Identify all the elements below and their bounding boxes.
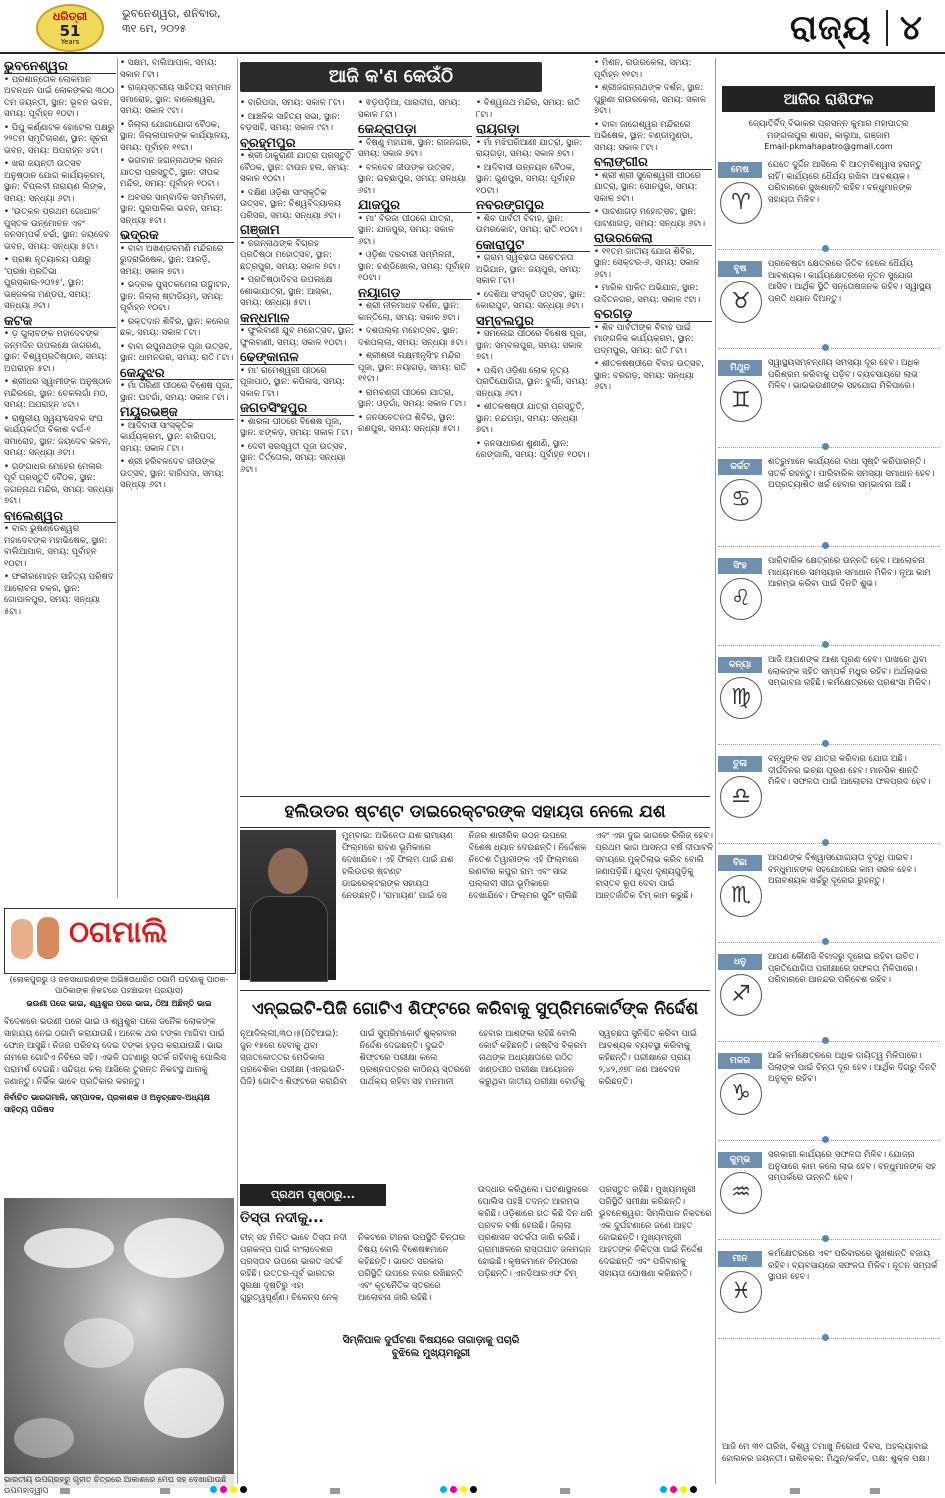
district-heading: କୋରାପୁଟ — [476, 240, 590, 253]
register-box — [790, 1488, 800, 1494]
astrologer-name: ଜ୍ୟୋତିର୍ବିଦ୍ ବିଭାକର ପ୍ରସନ୍ନ କୁମାର ମହାପାତ୍ର — [748, 119, 909, 129]
zodiac-entry — [718, 655, 940, 747]
zodiac-name: କର୍କଟ — [718, 459, 762, 475]
actor-photo — [240, 830, 336, 980]
thagamali-lead: ଭଉଣୀ ପରେ ଭାଇ, ଶ୍ୱଶୁର ପରେ ଭାଇ, ଠିଆ ଅଛିନ୍ତି ଭାଇ — [26, 999, 212, 1008]
accident-headline: ସିମ୍ଳିପାଳ ଦୁର୍ଘଟଣା ବିଷୟରେ ତାଗାଡ଼ାକୁ ପଚାରି ବୁଝିଲେ ମୁଖ୍ୟମନ୍ତ୍ରୀ — [336, 1334, 526, 1360]
divider-dot — [822, 542, 829, 549]
event-item: • ଗଙ୍ଗାଧର ମେହେର ମେଳାର ପୂର୍ବ ପ୍ରସ୍ତୁତି ବୈଠକ, ସ୍ଥାନ: ଜଗନ୍ନାଥ ମନ୍ଦିର, ସମୟ: ସନ୍ଧ୍ୟା ୭ଟା। — [4, 461, 114, 506]
zodiac-icon: ♉ — [720, 281, 762, 323]
zodiac-prediction: ଆପଣ କୌଣସି ବିବାଦରୁ ଦୂରେଇ ରହିବା ଉଚିତ। ପ୍ରତିଯୋଗିତା ପରୀକ୍ଷାରେ ସଫଳତା ମିଳିପାରେ। ପରିବାରରେ ଆନନ୍ଦର ପରିବେଶ ରହିବ। — [768, 952, 919, 985]
zodiac-entry — [718, 259, 940, 351]
zodiac-name: ମିଥୁନ — [718, 360, 762, 376]
zodiac-icon: ♎ — [720, 776, 762, 818]
event-item: • ଶ୍ରୀଶ୍ରୀ ଲକ୍ଷ୍ମୀନୃସିଂହ ମନ୍ଦିର ପୂଜା, ସ୍ଥାନ: ନୟାଗଡ଼, ସମୟ: ରାତି ୧୧ଟା। — [358, 351, 467, 384]
event-item: • ପ୍ରତିଷ୍ଠାଦିବସ ଉପଲକ୍ଷେ ଶୋଭାଯାତ୍ରା, ସ୍ଥାନ: ଆସ୍କା, ସମୟ: ସନ୍ଧ୍ୟା ୫ଟା। — [240, 275, 333, 308]
event-item: • ଜିଲ୍ଲା ଯୋଗାଯୋଗ ବୈଠକ, ସ୍ଥାନ: ଜିଲ୍ଲାପାଳଙ୍କ କାର୍ଯ୍ୟାଳୟ, ସମୟ: ପୂର୍ବାହ୍ନ ୧୧ଟା। — [120, 119, 230, 153]
event-item: • ଡ଼ ଗୁଲାବଙ୍କ ମହାଦେବଙ୍କ ଜନ୍ମଦିନ ଉପଲକ୍ଷେ ଜାଗରଣ, ସ୍ଥାନ: ବିଶ୍ୱପ୍ରତିଷ୍ଠାନ, ସମୟ: ଅପରାହ୍ନ ୫ଟା। — [4, 329, 108, 374]
event-item: • ବାରିପଦା, ସମୟ: ସକାଳ ୮ଟା। — [240, 98, 345, 108]
district-heading: ସମ୍ବଲପୁର — [476, 316, 590, 329]
divider-dot — [822, 1136, 829, 1143]
neet-headline: ଏନ୍‌ଇଇଟି-ପିଜି ଗୋଟିଏ ଶିଫ୍ଟରେ କରିବାକୁ ସୁପ୍ରିମକୋର୍ଟଙ୍କ ନିର୍ଦ୍ଦେଶ — [240, 990, 710, 1027]
zodiac-divider — [718, 645, 940, 646]
register-box — [560, 1488, 570, 1494]
divider-dot — [822, 1334, 829, 1341]
dateline-place: ଭୁବନେଶ୍ୱର, ଶନିବାର, — [122, 7, 221, 20]
logo-years: Years — [60, 38, 80, 46]
logo-number: 51 — [59, 22, 81, 40]
zodiac-prediction: ଯେତେ ଦୁର୍ଦ୍ଦିନ ଆସିଲେ ବି ଆତ୍ମବିଶ୍ୱାସ ହରାନ୍ତୁ ନାହିଁ। କାର୍ଯ୍ୟରେ ଧୈର୍ଯ୍ୟ ରଖିବା ଆବଶ୍ୟକ। ପରିବାରରେ ସୁଖଶାନ୍ତି ରହିବ। ବନ୍ଧୁମାନଙ୍କ ସହାୟତା ମିଳିବ। — [768, 160, 922, 205]
event-item: • ବାବା ଅଖଣ୍ଡଳମଣି ମନ୍ଦିରରେ ରୁଦ୍ରାଭିଷେକ, ସ୍ଥାନ: ଆରଡ଼ି, ସମୟ: ସକାଳ ୭ଟା। — [120, 243, 224, 277]
zodiac-name: ସିଂହ — [718, 558, 762, 574]
event-item: • ଫୁଲବାଣୀ ଯୁବ ମହୋତ୍ସବ, ସ୍ଥାନ: ଫୁଲବାଣୀ, ସମୟ: ସକାଳ ୧୦ଟା। — [240, 326, 354, 348]
event-item: • ଶ୍ରୀ ଶ୍ରୀ ସୁରେଶ୍ୱରୀ ପୀଠରେ ଯାତ୍ରା, ସ୍ଥାନ: ସୋନପୁର, ସମୟ: ସକାଳ ୭ଟା। — [594, 170, 701, 204]
district-heading: ଢେଙ୍କାନାଳ — [240, 352, 354, 365]
event-item: • ଶ୍ରୀଧର ସ୍ୱାମୀଙ୍କ ଅନୁଷ୍ଠାନ ମନ୍ଦିରରେ, ସ୍ଥାନ: ଚେକଲଗାଁ ମଠ, ସମୟ: ଅପରାହ୍ନ ୪ଟା। — [4, 377, 112, 410]
zodiac-entry — [718, 1249, 940, 1341]
divider-dot — [822, 1235, 829, 1242]
thagamali-text: ବିଦେଶରେ ଭଉଣୀ ପରେ ଭାଇ ଓ ଶ୍ୱଶୁର ପରେ ଜନୈକ ଲୋକଙ୍କ ସାହାଯ୍ୟ ନେଇ ଠଗାମି କରାଯାଉଛି। ଅନେକ ଥର ଟଙ୍କା ମାଗିବା ପାଇଁ ଫୋନ୍ ଆସୁଛି। ନିଜର ପରିଚୟ ଦେଇ ଟଙ୍କା ହଡ଼ପ କରାଯାଉଛି। ଭାଇ ନାମରେ ଗୋଟିଏ ନିଚିରେ ସହି। ଏଭଳି ଘଟଣାରୁ ସତର୍କ ରହିବାକୁ ପୋଲିସ ପରାମର୍ଶ ଦେଇଛି। ସନ୍ଦିଗ୍ଧ କଲ୍ ଆସିଲେ ତୁରନ୍ତ ନିକଟସ୍ଥ ଥାନାକୁ ଜଣାନ୍ତୁ। ନିର୍ଭିକ ଭାବେ ପ୍ରତିକାର କରନ୍ତୁ। — [4, 1017, 226, 1087]
event-item: • ବାବା ଜାଗେଶ୍ୱର ମନ୍ଦିରରେ ଅଭିଷେକ, ସ୍ଥାନ: ବଣ୍ଡାମୁଣ୍ଡା, ସମୟ: ସକାଳ ୮ଟା। — [594, 119, 693, 153]
district-heading: ବରଗଡ଼ — [594, 309, 712, 322]
zodiac-divider — [718, 348, 940, 349]
zodiac-divider — [718, 744, 940, 745]
horoscope-heading: ଆଜିର ରାଶିଫଳ — [722, 86, 935, 112]
event-item: • ରାଜ୍ୟସ୍ତରୀୟ ସାହିତ୍ୟ ସମ୍ମାନ ସମାରୋହ, ସ୍ଥାନ: ବାଲେଶ୍ୱର, ସମୟ: ସକାଳ ୯ଟା। — [120, 83, 232, 116]
events-column-4 — [358, 98, 472, 788]
event-item: • ଦେଶିଆ ସଂସ୍କୃତି ଉତ୍ସବ, ସ୍ଥାନ: କୋରାପୁଟ, ସମୟ: ସନ୍ଧ୍ୟା ୬ଟା। — [476, 289, 586, 311]
event-item: • ରାଷ୍ଟ୍ରୀୟ ସ୍ୱୟଂସେବକ ସଂଘ କାର୍ଯ୍ୟକର୍ତ୍ତା ବିକାଶ ବର୍ଗ-୧ ସମାରୋହ, ସ୍ଥାନ: ଜୟଦେବ ଭବନ, ସମୟ: ସନ୍ଧ୍ୟା ୬ଟା। — [4, 413, 111, 458]
event-item: • ମା' ବିରଜା ପୀଠରେ ଯାତ୍ରା, ସ୍ଥାନ: ଯାଜପୁର, ସମୟ: ସକାଳ ୬ଟା। — [358, 213, 455, 247]
cyan-dot — [440, 1486, 447, 1493]
district-heading: ଯାଜପୁର — [358, 200, 472, 213]
dateline-date: ୩୧ ମେ, ୨୦୨୫ — [122, 22, 187, 35]
zodiac-prediction: ଶତ୍ରୁମାନେ କାର୍ଯ୍ୟରେ ବାଧା ସୃଷ୍ଟି କରିପାରନ୍ତି। ସତର୍କ ରହନ୍ତୁ। ପାରିବାରିକ ସମସ୍ୟା ସମାଧାନ ହେବ। ଅପ୍ରତ୍ୟାଶିତ ଖର୍ଚ୍ଚ ହେବାର ସମ୍ଭାବନା ଅଛି। — [768, 457, 935, 490]
event-item: • ଓଡ଼ିଶା ଦରବାରୀ ସମ୍ମିଳନୀ, ସ୍ଥାନ: ଚଣ୍ଡିଖୋଲ, ସମୟ: ପୂର୍ବାହ୍ନ ୧୦ଟା। — [358, 250, 471, 283]
black-dot — [470, 1486, 477, 1493]
cloud-mass — [144, 1368, 224, 1438]
cartoon-figure-1 — [11, 919, 33, 959]
zodiac-prediction: ଆଜି କର୍ମକ୍ଷେତ୍ରରେ ଅଧିକ ଦାୟିତ୍ୱ ମିଳିପାରେ। ପିଲାଙ୍କ ପାଇଁ ଚିନ୍ତା ଦୂର ହେବ। ଆର୍ଥିକ ଦିଗରୁ ଦିନଟି ଅନୁକୂଳ ରହିବ। — [768, 1051, 937, 1084]
divider-dot — [822, 245, 829, 252]
events-heading: ଆଜି କ'ଣ କେଉଁଠି — [240, 62, 542, 92]
zodiac-divider — [718, 249, 940, 250]
thagamali-banner — [4, 908, 236, 974]
tista-headline: ତିସ୍ତା ନଦୀକୁ... — [240, 1210, 324, 1226]
event-item: • ଵଡ଼ପଡ଼ିଆ, ପାରାଦୀପ, ସମୟ: ସକାଳ ୮ଟା। — [358, 98, 461, 120]
zodiac-name: କୁମ୍ଭ — [718, 1152, 762, 1168]
zodiac-divider — [718, 546, 940, 547]
event-item: • ଶ୍ରୀ ହରିବଳଦେବ ଜୀଉଙ୍କ ଉତ୍ସବ, ସ୍ଥାନ: ବାରିପଦା, ସମୟ: ସନ୍ଧ୍ୟା ୬ଟା। — [120, 457, 225, 490]
zodiac-divider — [718, 843, 940, 844]
event-item: • ଫକୀରମୋହନ ସାହିତ୍ୟ ପରିଷଦ ଆଲୋଚନା ଚକ୍ର, ସ୍ଥାନ: ଗୋପାଳପୁର, ସମୟ: ସନ୍ଧ୍ୟା ୫ଟା। — [4, 572, 114, 617]
tista-body: ଚୀନ୍ ସହ ମିଳିତ ଭାବେ ତିସ୍ତା ନଦୀ ପ୍ରକଳ୍ପ ପାଇଁ ବାଂଲାଦେଶର ପ୍ରସ୍ତାବ ଉପରେ ଭାରତ ସତର୍କ ରହିଛି। ଉତ୍ତର-ପୂର୍ବ ଭାରତର ସୁରକ୍ଷା ଦୃଷ୍ଟିରୁ ଏହା ଗୁରୁତ୍ୱପୂର୍ଣ୍ଣ। ଚିକେନ୍ସ ନେକ୍ ନିକଟରେ ଚୀନର ଉପସ୍ଥିତି ଚିନ୍ତାର ବିଷୟ ବୋଲି ବିଶେଷଜ୍ଞମାନେ କହିଛନ୍ତି। ଭାରତ ସରକାର ପରିସ୍ଥିତି ଉପରେ ନଜର ରଖିଛନ୍ତି ଏବଂ କୂଟନୈତିକ ସ୍ତରରେ ଆଲୋଚନା ଜାରି ରହିଛି। — [240, 1233, 466, 1303]
section-name: ରାଜ୍ୟ — [790, 8, 872, 48]
district-heading: କେନ୍ଦ୍ରାପଡ଼ା — [358, 124, 472, 137]
magenta-dot — [450, 1486, 457, 1493]
magenta-dot — [220, 1486, 227, 1493]
event-item: • ମାରିକ ପାଳିତ ଅଭିଯାନ, ସ୍ଥାନ: ଉଦିତନଗର, ସମୟ: ସକାଳ ୯ଟା। — [594, 283, 701, 305]
yellow-dot — [680, 1486, 687, 1493]
zodiac-divider — [718, 1239, 940, 1240]
zodiac-icon: ♏ — [720, 875, 762, 917]
register-box — [160, 1488, 170, 1494]
event-item: • ବିଶ୍ୱନାଥ ମନ୍ଦିର, ସମୟ: ରାତି ୮ଟା। — [476, 98, 581, 120]
event-item: • ଖରା ଜୟନ୍ତୀ ଉତ୍ସବ ଅନୁଷ୍ଠାନ ଯୋଗ କାର୍ଯ୍ୟକ୍ରମ, ସ୍ଥାନ: ବିପ୍ଲବୀ ନାରାୟଣ ଲିଙ୍କ, ସମୟ: ସନ୍ଧ୍ୟା ୬ଟା। — [4, 159, 106, 204]
zodiac-divider — [718, 1338, 940, 1339]
zodiac-icon: ♈ — [720, 182, 762, 224]
zodiac-name: ମୀନ — [718, 1251, 762, 1267]
divider-dot — [822, 344, 829, 351]
logo-text: ଧରିତ୍ରୀ — [52, 10, 88, 23]
district-heading: ବଲାଙ୍ଗୀର — [594, 157, 712, 170]
event-item: • ଜଗନ୍ନାଥଙ୍କ ବିଗ୍ରହ ପ୍ରତିଷ୍ଠା ମହୋତ୍ସବ, ସ୍ଥାନ: ଛତ୍ରପୁର, ସମୟ: ସକାଳ ୭ଟା। — [240, 238, 341, 272]
event-item: • ଦକ୍ଷିଣ ଓଡ଼ିଶା ସାଂସ୍କୃତିକ ଉତ୍ସବ, ସ୍ଥାନ: ବିଶ୍ୱବିଦ୍ୟାଳୟ ପରିସର, ସମୟ: ସନ୍ଧ୍ୟା ୬ଟା। — [240, 187, 341, 221]
zodiac-entry — [718, 1051, 940, 1143]
divider-dot — [822, 1037, 829, 1044]
zodiac-entry — [718, 754, 940, 846]
event-item: • ସମଲେଇ ପୀଠରେ ବିଶେଷ ପୂଜା, ସ୍ଥାନ: ସମ୍ବଲପୁର, ସମୟ: ସକାଳ ୭ଟା। — [476, 329, 587, 362]
neet-body: ନୂଆଦିଲ୍ଲୀ,୩୦।୫(ପିଟିଆଇ): ଜୁନ ୧୫ରେ ହେବାକୁ ଥିବା ସ୍ନାତକୋତ୍ତର ମେଡିକାଲ ପ୍ରବେଶିକା ପରୀକ୍ଷା (ଏନ୍‌ଇଇଟି-ପିଜି) ଗୋଟିଏ ଶିଫ୍ଟରେ କରାଯିବା ପାଇଁ ସୁପ୍ରିମକୋର୍ଟ ଶୁକ୍ରବାର ନିର୍ଦ୍ଦେଶ ଦେଇଛନ୍ତି। ଦୁଇଟି ଶିଫ୍ଟରେ ପରୀକ୍ଷା କଲେ ପ୍ରଶ୍ନପତ୍ରର କାଠିନ୍ୟ ସ୍ତରରେ ପାର୍ଥକ୍ୟ ରହିବା ସହ ମନମାନୀ ହେବାର ଆଶଙ୍କା ରହିଛି ବୋଲି କୋର୍ଟ କହିଛନ୍ତି। ଜଷ୍ଟିସ ବିକ୍ରମ ନାଥଙ୍କ ଅଧ୍ୟକ୍ଷତାରେ ଗଠିତ ଖଣ୍ଡପୀଠ ପରୀକ୍ଷା ଆୟୋଜନ କରୁଥିବା ଜାତୀୟ ପରୀକ୍ଷା ବୋର୍ଡକୁ ସ୍ୱଚ୍ଛତା ସୁନିଶ୍ଚିତ କରିବା ପାଇଁ ଆବଶ୍ୟକ ବ୍ୟବସ୍ଥା କରିବାକୁ କହିଛନ୍ତି। ପରୀକ୍ଷାରେ ପ୍ରାୟ ୨,୪୨,୬୭୮ ଜଣ ଆବେଦନ କରିଛନ୍ତି। — [240, 1029, 697, 1087]
zodiac-entry — [718, 160, 940, 252]
zodiac-divider — [718, 942, 940, 943]
zodiac-entry — [718, 556, 940, 648]
satellite-caption: ଭାରତୀୟ ଉପଗ୍ରହରୁ ଗୃହୀତ ଚିତ୍ରରେ ଆକାଶରେ ମେଘ ସହ ଦେଖାଯାଉଛି ଉପମହାଦ୍ୱୀପ — [4, 1474, 234, 1496]
zodiac-prediction: ସ୍ୱାସ୍ଥ୍ୟସମ୍ବନ୍ଧୀୟ ସମସ୍ୟା ଦୂର ହେବ। ଅଧିକ ପରିଶ୍ରମ କରିବାକୁ ପଡ଼ିବ। ବ୍ୟବସାୟରେ ଲାଭ ମିଳିବ। ଭାଇଭଉଣୀଙ୍କ ସହଯୋଗ ମିଳିପାରେ। — [768, 358, 920, 391]
astrologer-address: ମଙ୍ଗଳାପୁର ଶାସନ, କାଲୁଆ, ଗଞ୍ଜାମ — [767, 131, 890, 141]
cartoon-figure-2 — [37, 917, 59, 959]
event-item: • ଆଦିବାସୀ ଉନ୍ନୟନ ବୈଠକ, ସ୍ଥାନ: ଗୁଣପୁର, ସମୟ: ପୂର୍ବାହ୍ନ ୧୦ଟା। — [476, 162, 576, 196]
zodiac-divider — [718, 447, 940, 448]
zodiac-icon: ♐ — [720, 974, 762, 1016]
event-item: • ମାଁ ତାରିଣୀ ପୀଠରେ ବିଶେଷ ପୂଜା, ସ୍ଥାନ: ଘଟଗାଁ, ସମୟ: ସକାଳ ୮ଟା। — [120, 381, 233, 403]
district-heading: କେନ୍ଦୁଝର — [120, 368, 234, 381]
magenta-dot — [670, 1486, 677, 1493]
event-item: • 'ଉତ୍କଳ ପ୍ରଥମ ଗୋପାଳ' ପୁସ୍ତକ ଉନ୍ମୋଚନ ଏବଂ ଜନସମ୍ପର୍କ ଚର୍ଚ୍ଚା, ସ୍ଥାନ: ଜୟଦେବ ଭବନ, ସମୟ: ସନ୍ଧ୍ୟା ୫ଟା। — [4, 207, 110, 252]
newspaper-logo — [36, 4, 104, 52]
events-column-6 — [594, 58, 712, 788]
event-item: • ବାବା ଭୁଷଣ୍ଡେଶ୍ୱର ମହାଦେବଙ୍କ ମହାଭିଷେକ, ସ୍ଥାନ: ବାଲିଆପାଳ, ସମୟ: ପୂର୍ବାହ୍ନ ୧୦ଟା। — [4, 524, 108, 569]
column-rule — [715, 58, 716, 1484]
cloud-mass — [124, 1218, 224, 1278]
zodiac-entry — [718, 1150, 940, 1242]
event-item: • ଶ୍ରୀଜଗନ୍ନାଥଙ୍କ ଦର୍ଶନ, ସ୍ଥାନ: ପୁରୁଣା ରାଉରକେଲା, ସମୟ: ସକାଳ ୭ଟା। — [594, 83, 707, 116]
district-heading: ମୟୂରଭଞ୍ଜ — [120, 407, 234, 420]
zodiac-prediction: ସରକାରୀ କାର୍ଯ୍ୟରେ ସଫଳତା ମିଳିବ। ଯୋଜନା ଅନୁସାରେ କାମ କଲେ ଲାଭ ହେବ। ବନ୍ଧୁମାନଙ୍କ ସହ ସମ୍ପର୍କରେ ଉନ୍ନତି ହେବ। — [768, 1150, 936, 1183]
event-item: • ଆଞ୍ଚଳିକ ସାହିତ୍ୟ ସଭା, ସ୍ଥାନ: ବଡ଼ସାହି, ସମୟ: ସକାଳ ୯ଟା। — [240, 111, 341, 133]
zodiac-icon: ♍ — [720, 677, 762, 719]
event-item: • ଦଶପଲ୍ଲା ମହୋତ୍ସବ, ସ୍ଥାନ: ଦଶପଲ୍ଲା, ସମୟ: ସନ୍ଧ୍ୟା ୫ଟା। — [358, 326, 468, 348]
event-item: • ଜନସାଧାରଣ ଶୁଣାଣି, ସ୍ଥାନ: ରେଙ୍ଗାଲି, ସମୟ: ପୂର୍ବାହ୍ନ ୧୦ଟା। — [476, 438, 590, 460]
continuation-body: ଉଦ୍ଧାର କରିଥିଲେ। ଘଟଣାସ୍ଥଳରେ ପୋଲିସ ପହଞ୍ଚି ତଦନ୍ତ ଆରମ୍ଭ କରିଛି। ଓଡ଼ିଶାରେ ଗତ କିଛି ଦିନ ଧରି ପ୍ରବଳ ବର୍ଷା ହେଉଛି। ଜିଲ୍ଲା ପ୍ରଶାସନ ସତର୍କତା ଜାରି କରିଛି। ଗ୍ରାମାଞ୍ଚଳରେ ରାସ୍ତାଘାଟ ଜଳମଗ୍ନ ହୋଇଛି। କୃଷକମାନେ ଚିନ୍ତାରେ ପଡ଼ିଛନ୍ତି। ଏନଡିଆରଏଫ ଟିମ୍ ପ୍ରସ୍ତୁତ ରହିଛି। ମୁଖ୍ୟମନ୍ତ୍ରୀ ପରିସ୍ଥିତି ସମୀକ୍ଷା କରିଛନ୍ତି। ଭୁବନେଶ୍ୱର: ସିମ୍ଲିପାଳ ନିକଟରେ ଏକ ଦୁର୍ଘଟଣାରେ ଜଣେ ଆହତ ହୋଇଛନ୍ତି। ମୁଖ୍ୟମନ୍ତ୍ରୀ ଆହତଙ୍କ ଚିକିତ୍ସା ପାଇଁ ନିର୍ଦ୍ଦେଶ ଦେଇଛନ୍ତି ଏବଂ ପରିବାରକୁ ସହାୟତା ଘୋଷଣା କରିଛନ୍ତି। — [478, 1185, 712, 1279]
district-heading: ଜଗତସିଂହପୁର — [240, 403, 354, 416]
divider-dot — [822, 641, 829, 648]
district-heading: ବାଲେଶ୍ୱର — [4, 511, 116, 524]
event-item: • ଜନସଚେତନତା ଶିବିର, ସ୍ଥାନ: ରଣପୁର, ସମୟ: ସନ୍ଧ୍ୟା ୫ଟା। — [358, 412, 460, 434]
event-item: • ମିଶନ, ରାଉରକେଲା, ସମୟ: ପୂର୍ବାହ୍ନ ୧୧ଟା। — [594, 58, 692, 80]
yash-body: ମୁମ୍ବାଇ: ଅଭିନେତା ଯଶ ରାମାୟଣ ଫିଲ୍ମରେ ରାବଣ ଭୂମିକାରେ ଦେଖାଯିବେ। ଏହି ଫିଲ୍ମ ପାଇଁ ଯଶ ହଲିଉଡର ଷ୍ଟଣ୍ଟ ଡାଇରେକ୍ଟରଙ୍କ ସହାୟତା ନେଉଛନ୍ତି। 'ରାମାୟଣ' ପାଇଁ ସେ ନିଜର ଶାରୀରିକ ଗଠନ ଉପରେ ବିଶେଷ ଧ୍ୟାନ ଦେଉଛନ୍ତି। ନିର୍ଦ୍ଦେଶକ ନିତେଶ ତିୱାରୀଙ୍କ ଏହି ଫିଲ୍ମରେ ରଣବୀର କପୁର ରାମ ଏବଂ ସାଇ ପଲ୍ଲବୀ ସୀତା ଭୂମିକାରେ ଦେଖାଯିବେ। ଫିଲ୍ମର ସୁଟିଂ ଚାଲିଛି ଏବଂ ଏହା ଦୁଇ ଭାଗରେ ରିଲିଜ୍ ହେବ। ପ୍ରଥମ ଭାଗ ଆସନ୍ତା ବର୍ଷ ଦୀପାବଳି ସମୟରେ ମୁକ୍ତିଲାଭ କରିବ ବୋଲି ଜଣାପଡ଼ିଛି। ଯୁଦ୍ଧ ଦୃଶ୍ୟଗୁଡ଼ିକୁ ବାସ୍ତବ ରୂପ ଦେବା ପାଇଁ ଆନ୍ତର୍ଜାତିକ ଟିମ୍ କାମ କରୁଛି। — [342, 831, 714, 901]
divider-dot — [822, 443, 829, 450]
district-heading: କଟକ — [4, 316, 116, 329]
events-column-3 — [240, 98, 354, 788]
event-item: • ଗ୍ରାମ ସ୍ୱଚ୍ଛତା ସଚେତନତା ଅଭିଯାନ, ସ୍ଥାନ: ଜୟପୁର, ସମୟ: ସକାଳ ୮ଟା। — [476, 253, 582, 286]
actor-suit — [250, 896, 328, 982]
event-item: • ବାବା ରଘୁନାଥଙ୍କ ପୂଜା ଉତ୍ସବ, ସ୍ଥାନ: ଧାମନଗର, ସମୟ: ରାତି ୮ଟା। — [120, 341, 234, 363]
event-item: • ପିପୁ କର୍ଣ୍ଣାଟକ ହୋଟେଲ ପକ୍ଷରୁ ୨୨ତମ ସ୍ମୃତିଚାରଣ, ସ୍ଥାନ: ସୂଚନା ଭବନ, ସମୟ: ଅପରାହ୍ନ ୪ଟା। — [4, 122, 115, 156]
district-heading: ଭୁବନେଶ୍ୱର — [4, 61, 116, 74]
divider-dot — [822, 839, 829, 846]
event-item: • ଭଗବାନ ଜଗନ୍ନାଥଙ୍କ ସ୍ନାନ ଯାତ୍ରା ପ୍ରସ୍ତୁତି, ସ୍ଥାନ: ଦୀପକ ମନ୍ଦିର, ସମୟ: ପୂର୍ବାହ୍ନ ୧୦ଟା। — [120, 156, 223, 189]
events-column-2 — [120, 58, 234, 898]
event-item: • ପ୍ରଶାନ୍ତୋକ ଲୋକମାନ ଅବନ୍ଧନ ପାଇଁ ଲୋକଙ୍କର ୩୦୦ ତମ ଜୟନ୍ତୀ, ସ୍ଥାନ: ଭୂବନ ଭବନ, ସମୟ: ପୂର୍ବାହ୍ନ ୧୦ଟା। — [4, 74, 115, 119]
zodiac-prediction: ଆପଣଙ୍କ ବିଶ୍ୱାସଯୋଗ୍ୟତା ବୃଦ୍ଧି ପାଇବ। ବନ୍ଧୁମାନଙ୍କ ସହଯୋଗରେ କାମ ସରଳ ହେବ। ଅନାବଶ୍ୟକ ଖର୍ଚ୍ଚରୁ ଦୂରେଇ ରୁହନ୍ତୁ। — [768, 853, 917, 886]
events-column-5 — [476, 98, 590, 788]
black-dot — [240, 1486, 247, 1493]
event-item: • ସକ୍ଷମ, ବାଲିଆପାଳ, ସମୟ: ସକାଳ ୮ଟା। — [120, 58, 217, 80]
event-item: • ମାଁ ମଝିଘରିଆଣୀ ଯାତ୍ରା, ସ୍ଥାନ: ରାୟଗଡ଼ା, ସମୟ: ସକାଳ ୭ଟା। — [476, 137, 583, 159]
event-item: • ଶାରଳା ପୀଠରେ ବିଶେଷ ପୂଜା, ସ୍ଥାନ: ଝଙ୍କଡ଼, ସମୟ: ସକାଳ ୮ଟା। — [240, 416, 353, 438]
cloud-mass — [64, 1318, 134, 1368]
zodiac-prediction: ଆଜି ଆପଣଙ୍କ ଆଶା ପୂରଣ ହେବ। ପାଖରେ ଥିବା ଲୋକଙ୍କ ସହିତ ସମ୍ପର୍କ ମଧୁର ରହିବ। ଅର୍ଥଲାଭର ସମ୍ଭାବନା ରହିଛି। କର୍ମକ୍ଷେତ୍ରରେ ପ୍ରଶଂସା ମିଳିବ। — [768, 655, 931, 688]
zodiac-name: ବୃଷ — [718, 261, 762, 277]
event-item: • ପାଟଣାଗଡ଼ ମହୋତ୍ସବ, ସ୍ଥାନ: ପାଟଣାଗଡ଼, ସମୟ: ସନ୍ଧ୍ୟା ୬ଟା। — [594, 207, 706, 229]
zodiac-entry — [718, 457, 940, 549]
cloud-mass — [14, 1418, 74, 1458]
actor-face — [268, 848, 308, 894]
event-item: • ୧୧ତମ ଜାତୀୟ ଯୋଗ ଶିବିର, ସ୍ଥାନ: ସେକ୍ଟର-୬, ସମୟ: ସକାଳ ୬ଟା। — [594, 246, 700, 280]
thagamali-credit: ନିର୍ବାଚିତ ଭାରଗମାଳି, ସମ୍ପାଦକ, ପ୍ରକାଶକ ଓ ଅନୁଚ୍ଛେଦ-ଅଧ୍ୟକ୍ଷ ସାହିତ୍ୟ ପରିଷଦ — [4, 1093, 210, 1114]
zodiac-name: ବିଛା — [718, 855, 762, 871]
cloud-mass — [24, 1228, 114, 1268]
front-page-strip: ପ୍ରଥମ ପୃଷ୍ଠାରୁ... — [240, 1184, 386, 1206]
register-box — [330, 1488, 340, 1494]
divider-dot — [822, 938, 829, 945]
event-item: • ବଳଦେବ ଜୀଉଙ୍କ ଉତ୍ସବ, ସ୍ଥାନ: ଇଚ୍ଛାପୁର, ସମୟ: ସନ୍ଧ୍ୟା ୬ଟା। — [358, 162, 467, 196]
divider-dot — [822, 740, 829, 747]
thagamali-body — [4, 1016, 234, 1192]
zodiac-icon: ♑ — [720, 1073, 762, 1115]
zodiac-divider — [718, 1140, 940, 1141]
zodiac-icon: ♓ — [720, 1271, 762, 1313]
district-heading: ଗଞ୍ଜାମ — [240, 225, 354, 238]
zodiac-prediction: ବନ୍ଧୁଙ୍କ ସହ ଯାତ୍ରା କରିବାର ଯୋଗ ଅଛି। ଦୀର୍ଘଦିନର ଇଚ୍ଛା ପୂରଣ ହେବ। ମାନସିକ ଶାନ୍ତି ମିଳିବ। ସଫଳତା ପାଇଁ ଆଲୋଚନା ଫଳପ୍ରଦ ହେବ। — [768, 754, 931, 787]
yellow-dot — [460, 1486, 467, 1493]
zodiac-name: ମକର — [718, 1053, 762, 1069]
thagamali-intro: (ଲୋକପୁରରୁ ଓ ଜନସାଧାରଣଙ୍କ ଅଭିଜ୍ଞତାଧାରିତ ଠଗାମି ଘଟଣାକୁ ପାଠକ-ପାଠିକାଙ୍କ ନିକଟରେ ପହଞ୍ଚାଇବା ପ୍ରୟାସ) — [9, 975, 229, 995]
event-item: • ରାମଚଣ୍ଡୀ ପୀଠରେ ଯାତ୍ରା, ସ୍ଥାନ: ଓଡ଼ଗାଁ, ସମୟ: ସକାଳ ୮ଟା। — [358, 387, 466, 409]
zodiac-name: କନ୍ୟା — [718, 657, 762, 673]
cyan-dot — [660, 1486, 667, 1493]
event-item: • ଦେବୀ ସରସ୍ୱତୀ ପୂଜା ଉତ୍ସବ, ସ୍ଥାନ: ତିର୍ତ୍ତୋଲ, ସମୟ: ସନ୍ଧ୍ୟା ୬ଟା। — [240, 441, 347, 475]
zodiac-name: ତୁଳା — [718, 756, 762, 772]
event-item: • ପଶ୍ଚିମ ଓଡ଼ିଶା ଲୋକ ନୃତ୍ୟ ପ୍ରତିଯୋଗିତା, ସ୍ଥାନ: ବୁର୍ଲା, ସମୟ: ସନ୍ଧ୍ୟା ୬ଟା। — [476, 365, 588, 399]
zodiac-icon: ♊ — [720, 380, 762, 422]
district-heading: ଭଦ୍ରକ — [120, 230, 234, 243]
astrologer-email: Email-pkmahapatro@gmail.com — [764, 142, 893, 151]
zodiac-prediction: ପାରିବାରିକ କ୍ଷେତ୍ରରେ ଉନ୍ନତି ହେବ। ଆଲୋଚନା ମାଧ୍ୟମରେ ସମସ୍ୟାର ସମାଧାନ ମିଳିବ। ନୂଆ କାମ ଆରମ୍ଭ କରିବା ପାଇଁ ଦିନଟି ଶୁଭ। — [768, 556, 931, 589]
zodiac-name: ଧନୁ — [718, 954, 762, 970]
masthead — [0, 0, 945, 54]
event-item: • ମା' ରାମେଶ୍ୱରୀ ପୀଠରେ ପୂଜାପାଠ, ସ୍ଥାନ: କପିଳାସ, ସମୟ: ସକାଳ ୮ଟା। — [240, 365, 345, 399]
satellite-image — [4, 1198, 234, 1488]
district-heading: ରାୟଗଡ଼ା — [476, 124, 590, 137]
cyan-dot — [210, 1486, 217, 1493]
section-divider — [886, 10, 888, 46]
zodiac-icon: ♌ — [720, 578, 762, 620]
thagamali-title: ଠଗମାଲି — [69, 915, 168, 950]
district-heading: ନୟାଗଡ଼ — [358, 288, 472, 301]
event-item: • ବିଷ୍ଣୁ ମହାଯଜ୍ଞ, ସ୍ଥାନ: ରାଜନଗର, ସମୟ: ସକାଳ ୭ଟା। — [358, 137, 471, 159]
dateline — [122, 6, 221, 36]
event-item: • ଶୀତଳଷଷ୍ଠୀରେ ବିବାହ ଉତ୍ସବ, ସ୍ଥାନ: ବରଗଡ଼, ସମୟ: ସନ୍ଧ୍ୟା ୬ଟା। — [594, 359, 704, 392]
event-item: • ଶିବ ପାର୍ବତୀ ବିବାହ, ସ୍ଥାନ: ଉମରକୋଟ, ସମୟ: ରାତି ୧୦ଟା। — [476, 213, 582, 235]
yash-headline: ହଲିଉଡର ଷ୍ଟଣ୍ଟ ଡାଇରେକ୍ଟରଙ୍କ ସହାୟତା ନେଲେ ଯଶ — [240, 796, 710, 828]
zodiac-prediction: ପ୍ରଚେଷ୍ଟା କ୍ଷେତ୍ରରେ ଜିତିବ ହେଲେ ଧୈର୍ଯ୍ୟ ଆବଶ୍ୟକ। କାର୍ଯ୍ୟକ୍ଷେତ୍ରରେ ନୂତନ ସୁଯୋଗ ଆସିବ। ଆର୍ଥିକ ସ୍ଥିତି ସନ୍ତୋଷଜନକ ରହିବ। ସ୍ୱାସ୍ଥ୍ୟ ପ୍ରତି ଧ୍ୟାନ ଦିଅନ୍ତୁ। — [768, 259, 932, 304]
zodiac-entry — [718, 853, 940, 945]
events-column-1 — [4, 58, 116, 898]
event-item: • ଶ୍ରୀ ନୀଳମାଧବ ଦର୍ଶନ, ସ୍ଥାନ: କାନ୍ତିଲୋ, ସମୟ: ସକାଳ ୭ଟା। — [358, 301, 460, 323]
column-rule — [117, 58, 118, 898]
astrologer-credit — [722, 118, 935, 142]
register-box — [870, 1488, 880, 1494]
event-item: • ରକ୍ତଦାନ ଶିବିର, ସ୍ଥାନ: କଲେଜ ଛକ, ସମୟ: ସକାଳ ୮ଟା। — [120, 316, 230, 338]
page-number: ୪ — [900, 8, 922, 48]
register-box — [60, 1488, 70, 1494]
zodiac-name: ମେଷ — [718, 162, 762, 178]
district-heading: ବ୍ରହ୍ମପୁର — [240, 138, 354, 151]
event-item: • ଭଦ୍ରକ ପୁସ୍ତକମେଳା ଉଦ୍ଘାଟନ, ସ୍ଥାନ: ଜିଲ୍ଲା ଷ୍ଟାଡିୟମ୍, ସମୟ: ପୂର୍ବାହ୍ନ ୧୦ଟା। — [120, 280, 230, 313]
event-item: • ଅବସର ସାମ୍ବାଦିକ ସମ୍ମିଳନୀ, ସ୍ଥାନ: ପୁରପାଳିକା ଭବନ, ସମୟ: ସନ୍ଧ୍ୟା ୫ଟା। — [120, 192, 227, 226]
zodiac-entry — [718, 358, 940, 450]
zodiac-icon: ♒ — [720, 1172, 762, 1214]
print-register-strip — [0, 1484, 945, 1498]
black-dot — [690, 1486, 697, 1493]
event-item: • ଶୀତଳଷଷ୍ଠୀ ଯାତ୍ରା ପ୍ରସ୍ତୁତି, ସ୍ଥାନ: ନନ୍ଦପଡ଼ା, ସମୟ: ସନ୍ଧ୍ୟା ୭ଟା। — [476, 402, 585, 435]
event-item: • ଶିବ ପାର୍ବତୀଙ୍କ ବିବାହ ପାଇଁ ମାଙ୍ଗଳିକ କାର୍ଯ୍ୟକ୍ରମ, ସ୍ଥାନ: ପଦ୍ମପୁର, ସମୟ: ରାତି ୮ଟା। — [594, 322, 694, 356]
horoscope-footer: ଆଜି ମେ ୩୧ ତାରିଖ, ବିଶ୍ୱ ତମାଖୁ ନିରୋଧୀ ଦିବସ, ଅହଲ୍ୟାବାଇ ହୋଲକର ଜୟନ୍ତୀ। ରାଶିଚକ୍ର: ମିଥୁନ/କର୍କଟ, ପକ୍ଷ: ଶୁକ୍ଳ ପକ୍ଷ। — [722, 1442, 930, 1464]
district-heading: ନବରଙ୍ଗପୁର — [476, 200, 590, 213]
zodiac-prediction: କର୍ମକ୍ଷେତ୍ରରେ ଏବଂ ପରିବାରରେ ସୁଖଶାନ୍ତି ବଜାୟ ରହିବ। ବ୍ୟବସାୟରେ ସଫଳତା ମିଳିବ। ନୂତନ ସମ୍ପର୍କ ସ୍ଥାପନ ହେବ। — [768, 1249, 938, 1282]
zodiac-icon: ♋ — [720, 479, 762, 521]
district-heading: କନ୍ଧମାଳ — [240, 313, 354, 326]
zodiac-divider — [718, 1041, 940, 1042]
event-item: • ଶ୍ରୀ ଠାକୁରାଣୀ ଯାତ୍ରା ପ୍ରସ୍ତୁତି ବୈଠକ, ସ୍ଥାନ: ଟାଉନ ହଲ, ସମୟ: ସକାଳ ୧୦ଟା। — [240, 151, 352, 184]
district-heading: ରାଉରକେଲା — [594, 233, 712, 246]
thagamali-subtitle — [4, 974, 234, 1009]
column-rule — [237, 58, 238, 1484]
zodiac-entry — [718, 952, 940, 1044]
event-item: • ଆଦିବାସୀ ସାଂସ୍କୃତିକ କାର୍ଯ୍ୟକ୍ରମ, ସ୍ଥାନ: ବାରିପଦା, ସମୟ: ସକାଳ ୮ଟା। — [120, 420, 217, 454]
event-item: • ପ୍ରଜ୍ଞା ନୃତ୍ୟାଳୟ ପକ୍ଷରୁ 'ପ୍ରଜ୍ଞା ପ୍ରତିଭା ପୁରସ୍କାର-୨୦୨୫', ସ୍ଥାନ: ଭଞ୍ଜକଳା ମଣ୍ଡପ, ସମୟ: ସନ୍ଧ୍ୟା ୬ଟା। — [4, 255, 91, 311]
yellow-dot — [230, 1486, 237, 1493]
